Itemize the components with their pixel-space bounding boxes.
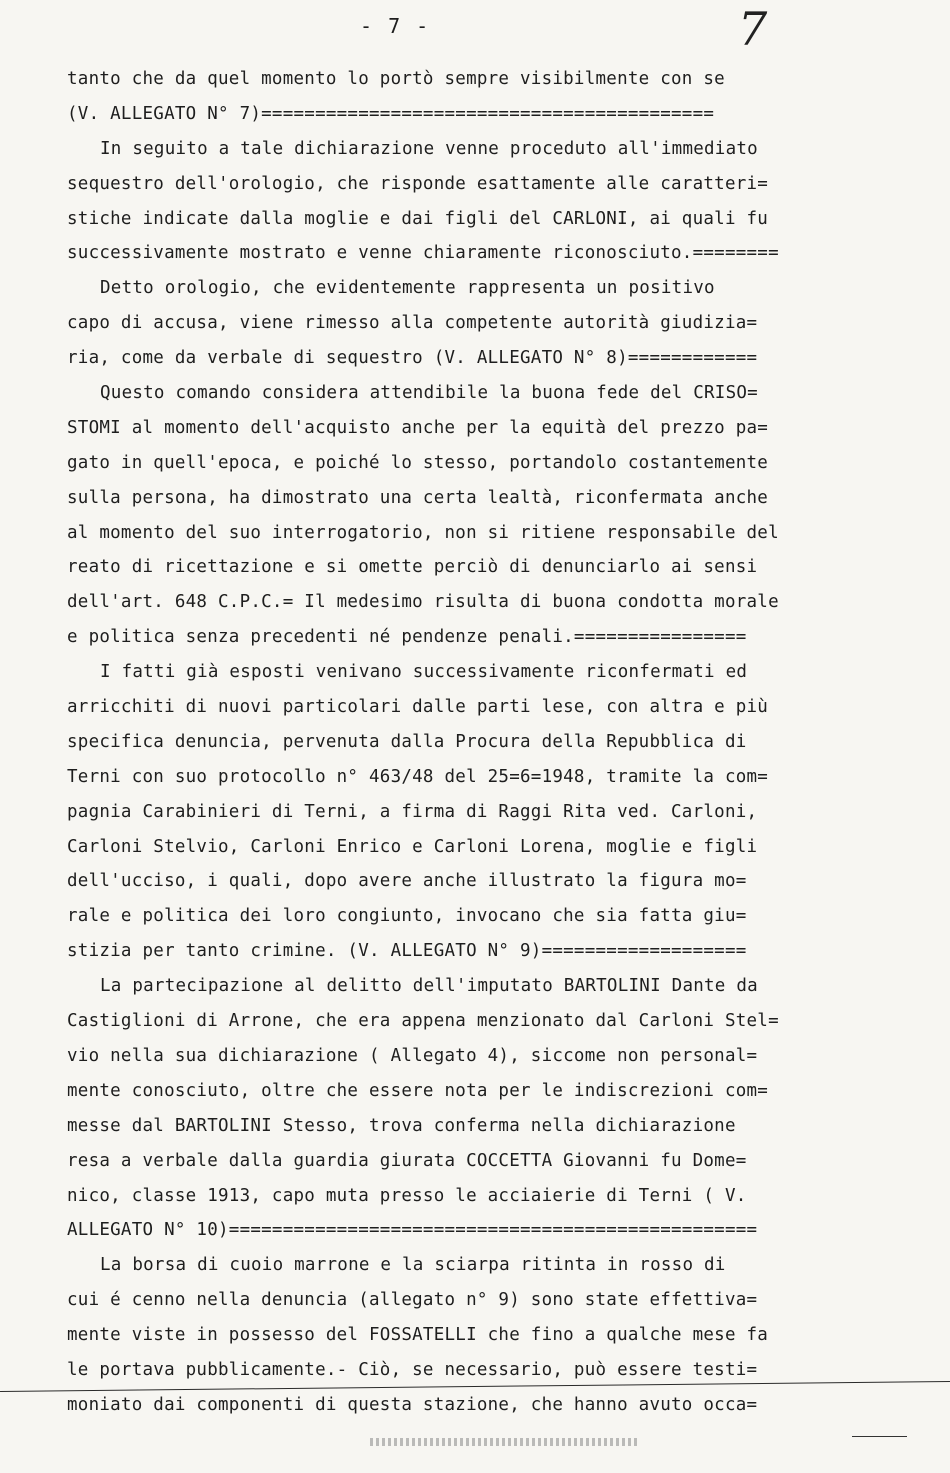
page-number: - 7 -: [360, 14, 431, 38]
body-line: mente conosciuto, oltre che essere nota per le indiscrezioni com=: [67, 1080, 769, 1101]
body-line: Terni con suo protocollo n° 463/48 del 25=6=1948, tramite la com=: [67, 766, 769, 787]
body-line: dell'art. 648 C.P.C.= Il medesimo risulta di buona condotta morale: [67, 592, 779, 613]
handwritten-page-number: 7: [738, 2, 768, 56]
body-line: capo di accusa, viene rimesso alla competente autorità giudizia=: [67, 313, 758, 334]
body-line: In seguito a tale dichiarazione venne proceduto all'immediato: [100, 138, 758, 159]
body-line: Castiglioni di Arrone, che era appena menzionato dal Carloni Stel=: [67, 1011, 779, 1032]
document-body: [40, 62, 920, 1423]
body-line: La borsa di cuoio marrone e la sciarpa ritinta in rosso di: [100, 1255, 726, 1276]
body-line: stiche indicate dalla moglie e dai figli del CARLONI, ai quali fu: [67, 208, 769, 229]
body-line: I fatti già esposti venivano successivamente riconfermati ed: [100, 662, 748, 683]
body-line: Questo comando considera attendibile la buona fede del CRISO=: [100, 383, 758, 404]
body-line: nico, classe 1913, capo muta presso le acciaierie di Terni ( V.: [67, 1185, 747, 1206]
body-line: cui é cenno nella denuncia (allegato n° 9) sono state effettiva=: [67, 1290, 758, 1311]
body-line: stizia per tanto crimine. (V. ALLEGATO N° 9)===================: [67, 941, 747, 962]
body-line: ria, come da verbale di sequestro (V. ALLEGATO N° 8)============: [67, 348, 758, 369]
body-line: dell'ucciso, i quali, dopo avere anche illustrato la figura mo=: [67, 871, 747, 892]
body-line: successivamente mostrato e venne chiaramente riconosciuto.========: [67, 243, 779, 264]
body-line: vio nella sua dichiarazione ( Allegato 4), siccome non personal=: [67, 1045, 758, 1066]
body-line: STOMI al momento dell'acquisto anche per la equità del prezzo pa=: [67, 417, 769, 438]
body-line: gato in quell'epoca, e poiché lo stesso, portandolo costantemente: [67, 452, 769, 473]
scan-smudge: [370, 1438, 640, 1446]
body-line: le portava pubblicamente.- Ciò, se necessario, può essere testi=: [67, 1359, 758, 1380]
body-line: Carloni Stelvio, Carloni Enrico e Carloni Lorena, moglie e figli: [67, 836, 758, 857]
body-line: reato di ricettazione e si omette perciò di denunciarlo ai sensi: [67, 557, 758, 578]
body-line: resa a verbale dalla guardia giurata COCCETTA Giovanni fu Dome=: [67, 1150, 747, 1171]
body-line: arricchiti di nuovi particolari dalle parti lese, con altra e più: [67, 697, 769, 718]
body-line: rale e politica dei loro congiunto, invocano che sia fatta giu=: [67, 906, 747, 927]
body-line: mente viste in possesso del FOSSATELLI che fino a qualche mese fa: [67, 1325, 769, 1346]
body-line: specifica denuncia, pervenuta dalla Procura della Repubblica di: [67, 731, 747, 752]
body-line: pagnia Carabinieri di Terni, a firma di Raggi Rita ved. Carloni,: [67, 801, 758, 822]
body-line: moniato dai componenti di questa stazione, che hanno avuto occa=: [67, 1394, 758, 1415]
body-line: messe dal BARTOLINI Stesso, trova conferma nella dichiarazione: [67, 1115, 736, 1136]
pen-line-end: [852, 1436, 907, 1437]
body-line: e politica senza precedenti né pendenze penali.================: [67, 627, 747, 648]
body-line: tanto che da quel momento lo portò sempre visibilmente con se: [67, 69, 725, 89]
body-line: Detto orologio, che evidentemente rappresenta un positivo: [100, 278, 715, 299]
body-line: sulla persona, ha dimostrato una certa lealtà, riconfermata anche: [67, 487, 769, 508]
body-line: (V. ALLEGATO N° 7)==========================================: [67, 103, 715, 124]
body-line: sequestro dell'orologio, che risponde esattamente alle caratteri=: [67, 173, 769, 194]
body-line: ALLEGATO N° 10)=================================================: [67, 1220, 758, 1241]
body-line: La partecipazione al delitto dell'imputato BARTOLINI Dante da: [100, 976, 758, 997]
body-line: al momento del suo interrogatorio, non si ritiene responsabile del: [67, 522, 779, 543]
